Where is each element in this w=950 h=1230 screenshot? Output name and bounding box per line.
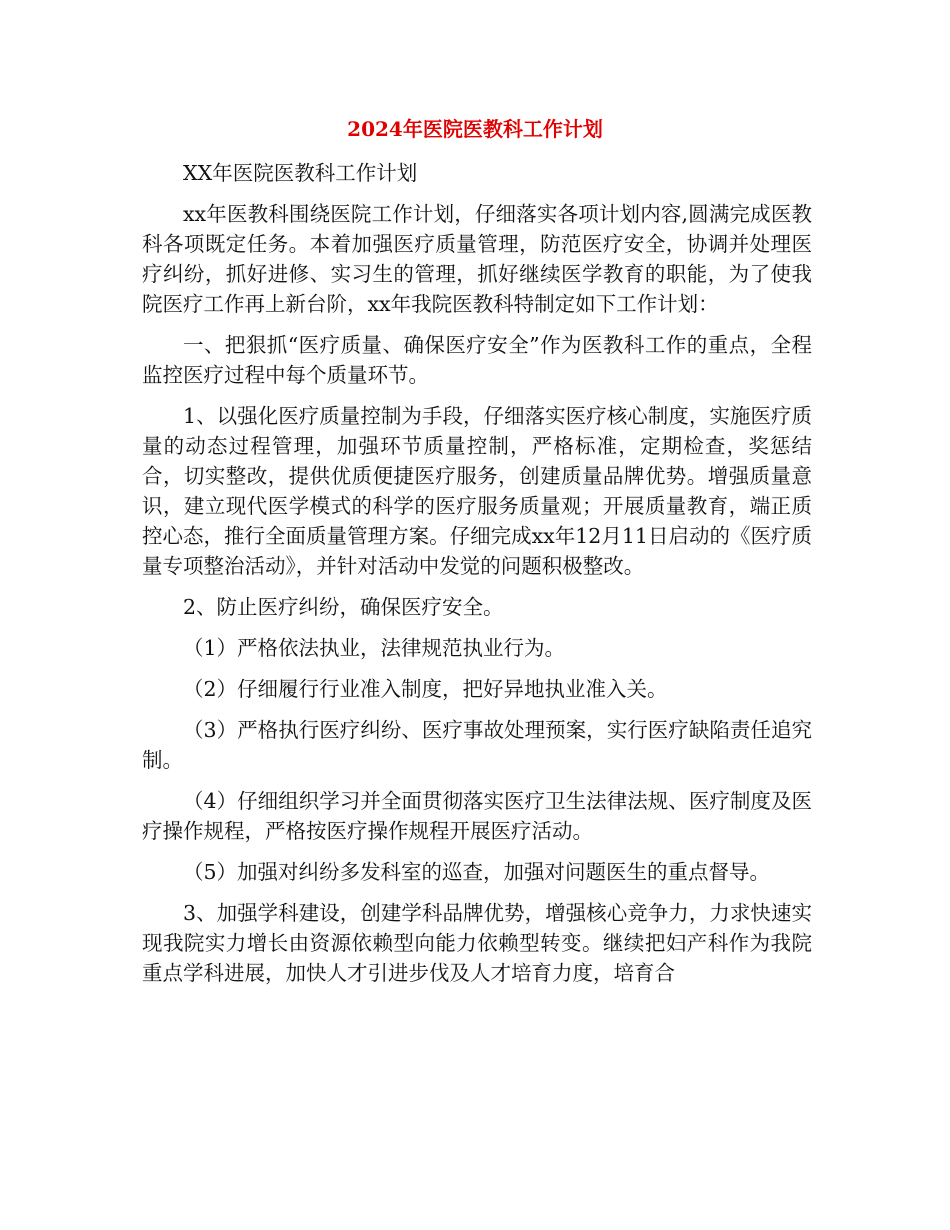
paragraph-subitem-1: （1）严格依法执业，法律规范执业行为。 — [183, 636, 566, 660]
paragraph-item-3: 3、加强学科建设，创建学科品牌优势，增强核心竞争力，力求快速实现我院实力增长由资源依赖型向能力依赖型转变。继续把妇产科作为我院重点学科进展，加快人才引进步伐及人才培育力度，培育合 — [142, 901, 812, 985]
paragraph-subtitle: XX年医院医教科工作计划 — [183, 161, 418, 185]
paragraph-subitem-4: （4）仔细组织学习并全面贯彻落实医疗卫生法律法规、医疗制度及医疗操作规程，严格按医疗操作规程开展医疗活动。 — [142, 789, 812, 843]
paragraph-item-1: 1、以强化医疗质量控制为手段，仔细落实医疗核心制度，实施医疗质量的动态过程管理，加强环节质量控制，严格标准，定期检查，奖惩结合，切实整改，提供优质便捷医疗服务，创建质量品牌优势。增强质量意识，建立现代医学模式的科学的医疗服务质量观；开展质量教育，端正质控心态，推行全面质量管理方案。仔细完成xx年12月11日启动的《医疗质量专项整治活动》，并针对活动中发觉的问题积极整改。 — [142, 404, 812, 578]
paragraph-subitem-3: （3）严格执行医疗纠纷、医疗事故处理预案，实行医疗缺陷责任追究制。 — [142, 718, 812, 772]
document-body — [142, 158, 812, 999]
paragraph-section-1: 一、把狠抓“医疗质量、确保医疗安全”作为医教科工作的重点，全程监控医疗过程中每个质量环节。 — [142, 333, 812, 387]
paragraph-intro: xx年医教科围绕医院工作计划，仔细落实各项计划内容,圆满完成医教科各项既定任务。本着加强医疗质量管理，防范医疗安全，协调并处理医疗纠纷，抓好进修、实习生的管理，抓好继续医学教育的职能，为了使我院医疗工作再上新台阶，xx年我院医教科特制定如下工作计划： — [142, 202, 812, 316]
paragraph-subitem-5: （5）加强对纠纷多发科室的巡查，加强对问题医生的重点督导。 — [183, 860, 771, 884]
document-title: 2024年医院医教科工作计划 — [347, 117, 603, 141]
paragraph-item-2: 2、防止医疗纠纷，确保医疗安全。 — [183, 595, 504, 619]
paragraph-subitem-2: （2）仔细履行行业准入制度，把好异地执业准入关。 — [183, 677, 668, 701]
